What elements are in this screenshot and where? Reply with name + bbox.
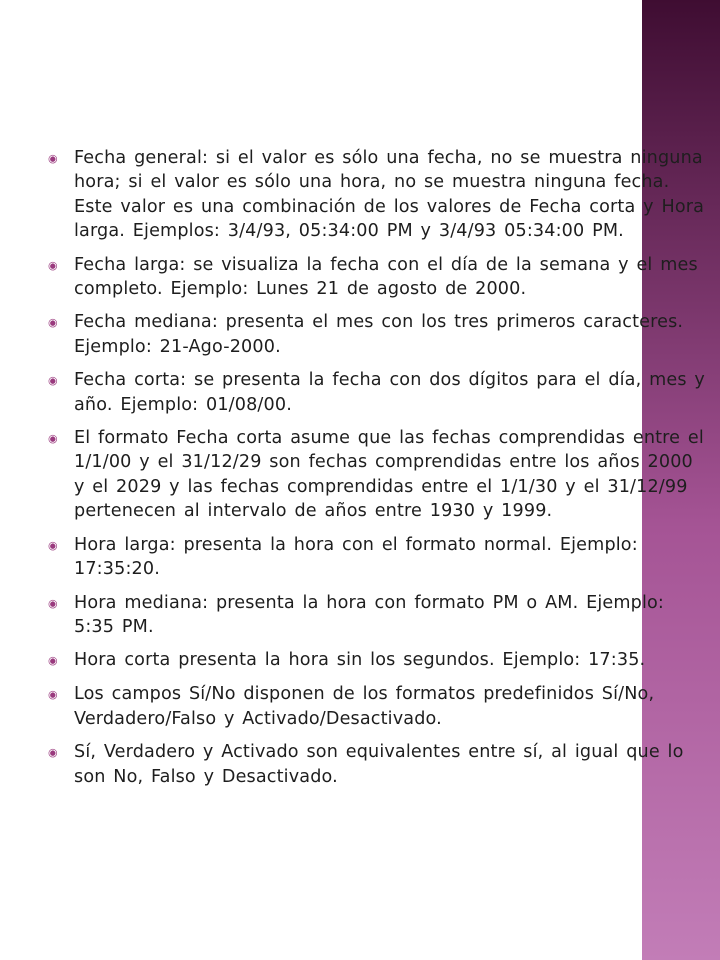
bullet-item	[48, 740, 708, 789]
bullet-text: Los campos Sí/No disponen de los formatos predefinidos Sí/No, Verdadero/Falso y Activado/Desactivado.	[74, 684, 655, 729]
bullet-text: Fecha larga: se visualiza la fecha con el día de la semana y el mes completo. Ejemplo: Lunes 21 de agosto de 2000.	[74, 254, 698, 300]
radio-target-icon: ◉	[48, 746, 58, 760]
bullet-item	[48, 146, 708, 244]
bullet-text: Fecha corta: se presenta la fecha con dos dígitos para el día, mes y año. Ejemplo: 01/08/00.	[74, 370, 705, 415]
radio-target-icon: ◉	[48, 538, 58, 552]
bullet-item	[48, 533, 708, 582]
bullet-list	[48, 146, 708, 798]
bullet-text: Sí, Verdadero y Activado son equivalentes entre sí, al igual que lo son No, Falso y Desactivado.	[74, 742, 684, 787]
radio-target-icon: ◉	[48, 432, 58, 446]
radio-target-icon: ◉	[48, 688, 58, 702]
bullet-text: Hora larga: presenta la hora con el formato normal. Ejemplo: 17:35:20.	[74, 534, 638, 580]
bullet-text: Hora mediana: presenta la hora con formato PM o AM. Ejemplo: 5:35 PM.	[74, 592, 664, 637]
radio-target-icon: ◉	[48, 596, 58, 610]
bullet-text: El formato Fecha corta asume que las fechas comprendidas entre el 1/1/00 y el 31/12/29 son fechas comprendidas entre los años 2000 y el 2029 y las fechas comprendidas entre el 1/1/30 y el 31/12/99 pertenecen al intervalo de años entre 1930 y 1999.	[74, 428, 704, 522]
bullet-item	[48, 426, 708, 524]
bullet-item	[48, 591, 708, 640]
bullet-text: Fecha mediana: presenta el mes con los tres primeros caracteres. Ejemplo: 21-Ago-2000.	[74, 312, 684, 357]
radio-target-icon: ◉	[48, 258, 58, 272]
bullet-item	[48, 253, 708, 302]
bullet-item	[48, 648, 708, 673]
bullet-text: Hora corta presenta la hora sin los segundos. Ejemplo: 17:35.	[74, 650, 646, 671]
bullet-item	[48, 310, 708, 359]
bullet-text: Fecha general: si el valor es sólo una fecha, no se muestra ninguna hora; si el valor es sólo una hora, no se muestra ninguna fecha. Este valor es una combinación de los valores de Fecha corta y Hora larga. Ejemplos: 3/4/93, 05:34:00 PM y 3/4/93 05:34:00 PM.	[74, 148, 705, 242]
bullet-item	[48, 368, 708, 417]
radio-target-icon: ◉	[48, 374, 58, 388]
radio-target-icon: ◉	[48, 316, 58, 330]
radio-target-icon: ◉	[48, 152, 58, 165]
radio-target-icon: ◉	[48, 654, 58, 668]
bullet-item	[48, 682, 708, 731]
